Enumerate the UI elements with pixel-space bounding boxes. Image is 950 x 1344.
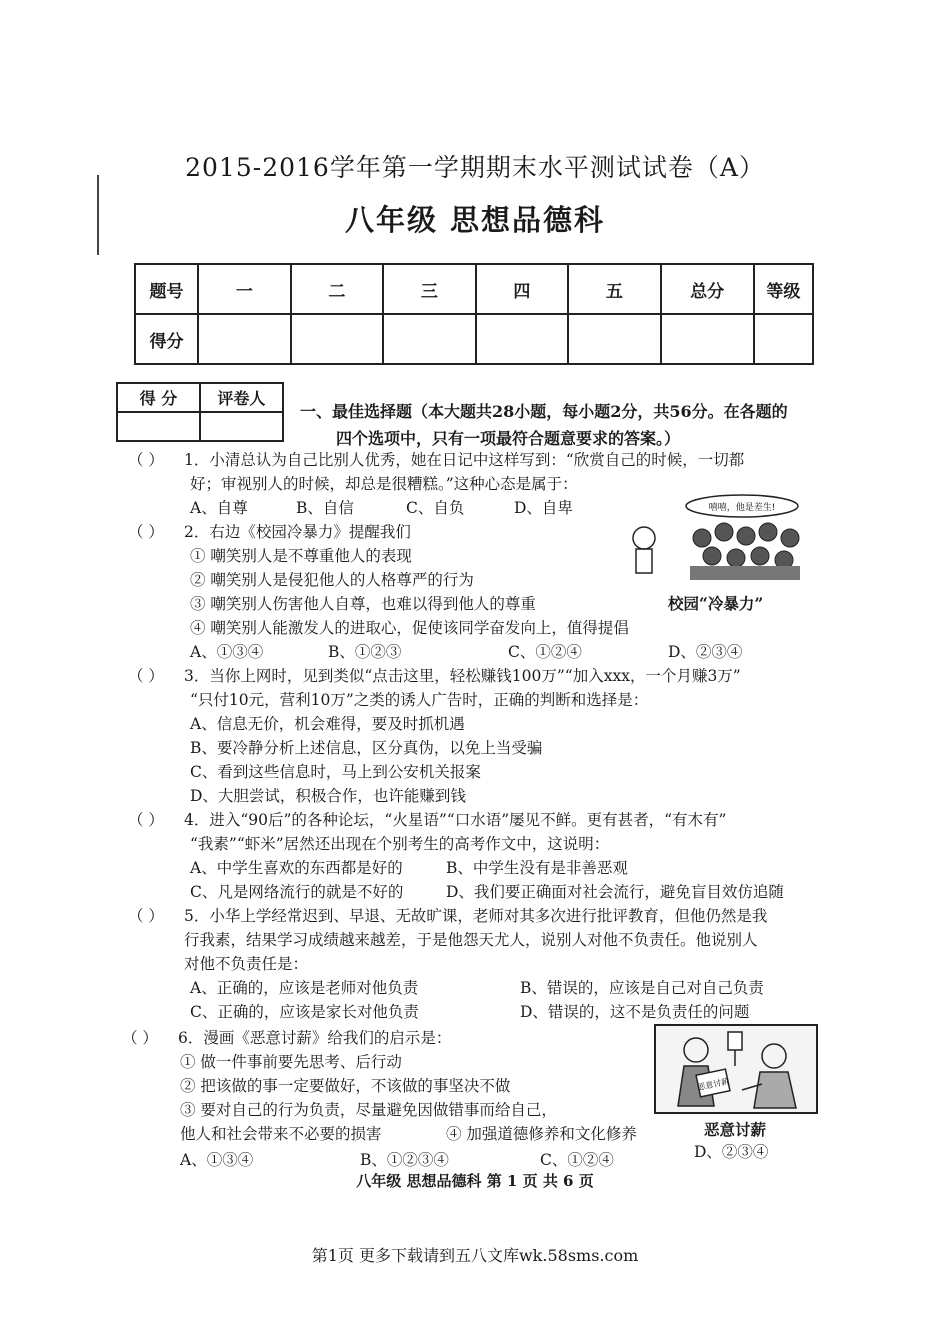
q5-option-b: B、错误的，应该是自己对自己负责 (520, 979, 764, 997)
q1-option-b: B、自信 (296, 499, 354, 517)
score-cell-label: 题号 (135, 264, 198, 314)
q5-option-d: D、错误的，这不是负责任的问题 (520, 1003, 750, 1021)
q1-paren: （ ） (128, 451, 164, 469)
section-instructions (300, 398, 788, 452)
grader-table (116, 382, 284, 442)
q2-statement-1: ① 嘲笑别人是不尊重他人的表现 (190, 547, 412, 565)
score-blank-total (661, 314, 754, 364)
q2-paren: （ ） (128, 523, 164, 541)
q3-stem-2: “只付10元，营利10万”之类的诱人广告时，正确的判断和选择是： (190, 691, 649, 709)
q1-stem-1: 1．小清总认为自己比别人优秀，她在日记中这样写到：“欣赏自己的时候，一切都 (184, 451, 745, 469)
q2-cartoon-caption: 校园“冷暴力” (668, 594, 764, 613)
q2-statement-4: ④ 嘲笑别人能激发人的进取心，促使该同学奋发向上，值得提倡 (190, 619, 629, 637)
q5-option-c: C、正确的，应该是家长对他负责 (190, 1003, 419, 1021)
q3-stem-1: 3．当你上网时，见到类似“点击这里，轻松赚钱100万”“加入xxx，一个月赚3万” (184, 667, 741, 685)
cartoon-bubble-text: 嘻嘻，他是差生! (708, 503, 776, 513)
q3-option-b: B、要冷静分析上述信息，区分真伪，以免上当受骗 (190, 739, 543, 757)
q1-option-c: C、自负 (406, 499, 465, 517)
section-line-2: 四个选项中，只有一项最符合题意要求的答案。） (336, 429, 681, 448)
q1-option-d: D、自卑 (514, 499, 573, 517)
score-cell-section-2: 二 (291, 264, 384, 314)
q1-option-a: A、自尊 (190, 499, 248, 517)
download-note: 第1页 更多下载请到五八文库wk.58sms.com (311, 1246, 639, 1265)
q2-stem: 2．右边《校园冷暴力》提醒我们 (184, 523, 411, 541)
score-blank-grade (754, 314, 813, 364)
q5-stem-1: 5．小华上学经常迟到、早退、无故旷课，老师对其多次进行批评教育，但他仍然是我 (184, 907, 768, 925)
q1-stem-2: 好；审视别人的时候，却总是很糟糕。”这种心态是属于： (190, 475, 578, 493)
cartoon-illustration-salary (656, 1026, 816, 1112)
q6-statement-2: ② 把该做的事一定要做好，不该做的事坚决不做 (180, 1077, 511, 1095)
q3-paren: （ ） (128, 667, 164, 685)
q4-option-d: D、我们要正确面对社会流行，避免盲目效仿追随 (446, 883, 784, 901)
q3-option-d: D、大胆尝试，积极合作，也许能赚到钱 (190, 787, 466, 805)
score-blank-4 (476, 314, 569, 364)
q2-option-c: C、①②④ (508, 643, 582, 661)
q2-option-a: A、①③④ (190, 643, 264, 661)
q2-option-d: D、②③④ (668, 643, 743, 661)
score-row-label: 得分 (135, 314, 198, 364)
score-cell-section-4: 四 (476, 264, 569, 314)
grader-score-blank (117, 412, 200, 441)
q3-option-a: A、信息无价，机会难得，要及时抓机遇 (190, 715, 465, 733)
score-cell-section-1: 一 (198, 264, 291, 314)
q6-statement-4: ④ 加强道德修养和文化修养 (446, 1125, 637, 1143)
score-blank-2 (291, 314, 384, 364)
q5-stem-3: 对他不负责任是： (184, 955, 309, 973)
q6-statement-1: ① 做一件事前要先思考、后行动 (180, 1053, 402, 1071)
q6-cartoon-caption: 恶意讨薪 (704, 1120, 767, 1139)
score-cell-section-5: 五 (568, 264, 661, 314)
score-table-header-row (135, 264, 813, 314)
q4-stem-1: 4．进入“90后”的各种论坛，“火星语”“口水语”屡见不鲜。更有甚者，“有木有” (184, 811, 727, 829)
q4-option-a: A、中学生喜欢的东西都是好的 (190, 859, 403, 877)
q5-stem-2: 行我素，结果学习成绩越来越差，于是他怨天尤人，说别人对他不负责任。他说别人 (184, 931, 758, 949)
q4-option-b: B、中学生没有是非善恶观 (446, 859, 628, 877)
q4-stem-2: “我素”“虾米”居然还出现在个别考生的高考作文中，这说明： (190, 835, 610, 853)
grader-name-blank (200, 412, 283, 441)
q6-paren: （ ） (122, 1029, 158, 1047)
page-subtitle: 八年级 思想品德科 (344, 203, 606, 237)
score-blank-5 (568, 314, 661, 364)
q6-statement-3b: 他人和社会带来不必要的损害 (180, 1125, 382, 1143)
grader-name-label: 评卷人 (200, 383, 283, 412)
score-table-score-row (135, 314, 813, 364)
q6-option-b: B、①②③④ (360, 1151, 449, 1169)
score-blank-3 (383, 314, 476, 364)
q4-paren: （ ） (128, 811, 164, 829)
score-blank-1 (198, 314, 291, 364)
score-cell-total: 总分 (661, 264, 754, 314)
section-line-1: 一、最佳选择题（本大题共28小题，每小题2分，共56分。在各题的 (300, 402, 788, 421)
grader-score-label: 得 分 (117, 383, 200, 412)
q6-stem: 6．漫画《恶意讨薪》给我们的启示是： (178, 1029, 452, 1047)
q2-option-b: B、①②③ (328, 643, 402, 661)
cartoon-illustration (624, 492, 816, 586)
q6-cartoon (654, 1024, 818, 1114)
q5-paren: （ ） (128, 907, 164, 925)
q3-option-c: C、看到这些信息时，马上到公安机关报案 (190, 763, 481, 781)
q6-cartoon-sign: 恶意讨薪 (696, 1076, 730, 1093)
q2-cartoon (624, 492, 816, 586)
q6-option-c: C、①②④ (540, 1151, 614, 1169)
q4-option-c: C、凡是网络流行的就是不好的 (190, 883, 404, 901)
score-table (134, 263, 814, 365)
q5-option-a: A、正确的，应该是老师对他负责 (190, 979, 419, 997)
q6-statement-3: ③ 要对自己的行为负责，尽量避免因做错事而给自己， (180, 1101, 557, 1119)
page-title: 2015-2016学年第一学期期末水平测试试卷（A） (185, 153, 765, 182)
q2-statement-2: ② 嘲笑别人是侵犯他人的人格尊严的行为 (190, 571, 474, 589)
q6-option-a: A、①③④ (180, 1151, 254, 1169)
score-cell-grade: 等级 (754, 264, 813, 314)
q2-statement-3: ③ 嘲笑别人伤害他人自尊，也难以得到他人的尊重 (190, 595, 536, 613)
page-footer: 八年级 思想品德科 第 1 页 共 6 页 (356, 1172, 594, 1190)
score-cell-section-3: 三 (383, 264, 476, 314)
q6-option-d: D、②③④ (694, 1143, 769, 1161)
